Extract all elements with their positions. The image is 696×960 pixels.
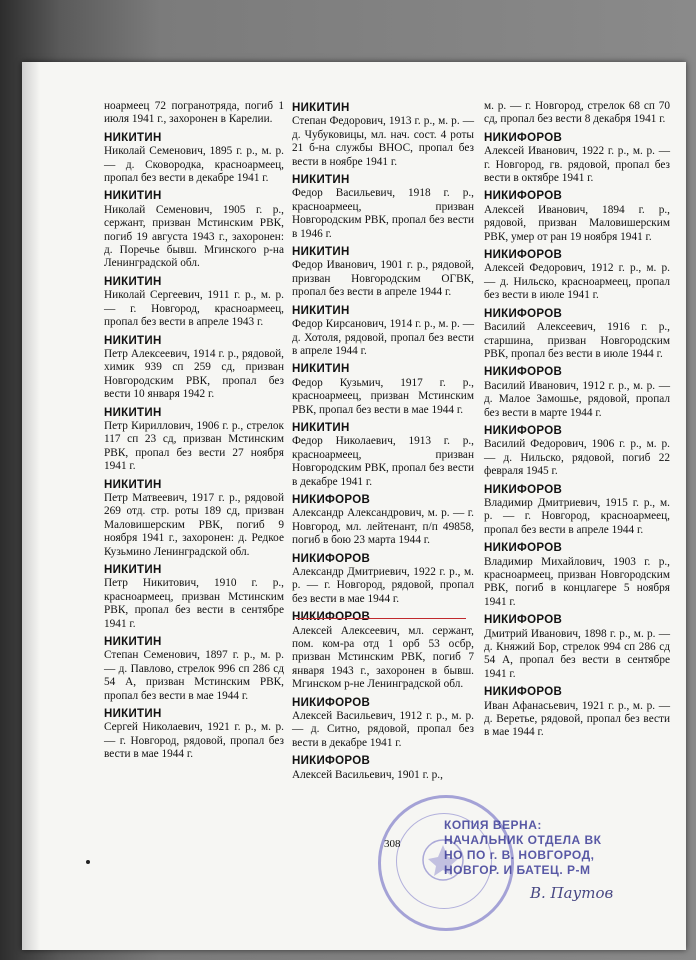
- record-text: м. р. — г. Новгород, стрелок 68 сп 70 сд, пропал без вести 8 декабря 1941 г.: [484, 100, 670, 126]
- record-text: Степан Федорович, 1913 г. р., м. р. — д. Чубуковицы, мл. нач. сост. 4 роты 21 б-на службы ВНОС, пропал без вести в ноябре 1941 г.: [292, 115, 474, 168]
- surname-heading: НИКИФОРОВ: [292, 611, 371, 624]
- surname-heading: НИКИФОРОВ: [484, 483, 563, 496]
- record-entry: [104, 335, 284, 402]
- surname-heading: НИКИТИН: [104, 334, 162, 347]
- record-entry: [104, 190, 284, 270]
- surname-heading: НИКИТИН: [292, 174, 350, 187]
- record-text: Владимир Михайлович, 1903 г. р., красноармеец, призван Новгородским РВК, погиб в концлагере 5 ноября 1941 г.: [484, 555, 670, 608]
- record-entry: [484, 484, 670, 538]
- record-entry: [484, 100, 670, 127]
- surname-heading: НИКИФОРОВ: [292, 696, 371, 709]
- surname-heading: НИКИФОРОВ: [292, 755, 371, 768]
- certification-line-2: НАЧАЛЬНИК ОТДЕЛА ВК: [444, 833, 602, 847]
- signature: В. Паутов: [530, 884, 614, 902]
- record-entry: [104, 479, 284, 559]
- surname-heading: НИКИФОРОВ: [484, 190, 563, 203]
- record-entry: [104, 564, 284, 631]
- page-number: 308: [384, 838, 401, 850]
- surname-heading: НИКИТИН: [104, 406, 162, 419]
- record-text: Алексей Васильевич, 1901 г. р.,: [292, 768, 443, 781]
- record-entry: [484, 132, 670, 186]
- record-text: Федор Кузьмич, 1917 г. р., красноармеец, призван Мстинским РВК, пропал без вести в мае 1944 г.: [292, 376, 474, 416]
- record-text: Александр Дмитриевич, 1922 г. р., м. р. — г. Новгород, рядовой, пропал без вести в мае 1944 г.: [292, 566, 474, 605]
- surname-heading: НИКИФОРОВ: [484, 307, 563, 320]
- record-text: Иван Афанасьевич, 1921 г. р., м. р. — д. Веретье, рядовой, пропал без вести в мае 1944 г.: [484, 699, 670, 739]
- surname-heading: НИКИТИН: [104, 275, 162, 288]
- page-mark: [86, 860, 90, 864]
- record-entry: [292, 755, 474, 782]
- record-text: ноармеец 72 погранотряда, погиб 1 июля 1941 г., захоронен в Карелии.: [104, 100, 284, 126]
- surname-heading: НИКИТИН: [104, 190, 162, 203]
- highlight-underline: [296, 618, 466, 619]
- record-entry: [292, 246, 474, 300]
- surname-heading: НИКИТИН: [292, 421, 350, 434]
- surname-heading: НИКИФОРОВ: [484, 366, 563, 379]
- record-text: Василий Алексеевич, 1916 г. р., старшина, призван Новгородским РВК, пропал без вести в июле 1944 г.: [484, 321, 670, 360]
- record-text: Петр Кириллович, 1906 г. р., стрелок 117 сп 23 сд, призван Мстинским РВК, пропал без вести 27 ноября 1941 г.: [104, 419, 284, 473]
- certification-line-1: КОПИЯ ВЕРНА:: [444, 818, 542, 832]
- record-text: Дмитрий Иванович, 1898 г. р., м. р. — д. Княжий Бор, стрелок 994 сп 286 сд 54 А, пропал без вести в сентябре 1941 г.: [484, 627, 670, 680]
- surname-heading: НИКИТИН: [292, 304, 350, 317]
- record-text: Владимир Дмитриевич, 1915 г. р., м. р. — г. Новгород, красноармеец, пропал без вести в апреле 1944 г.: [484, 496, 670, 536]
- certification-stamp: [444, 818, 601, 878]
- record-text: Сергей Николаевич, 1921 г. р., м. р. — г. Новгород, рядовой, пропал без вести в мае 1944 г.: [104, 721, 284, 761]
- certification-line-3: НО ПО г. В. НОВГОРОД,: [444, 848, 595, 862]
- surname-heading: НИКИФОРОВ: [484, 249, 563, 262]
- record-entry: [484, 542, 670, 609]
- record-text: Василий Иванович, 1912 г. р., м. р. — д. Малое Замошье, рядовой, пропал без вести в марте 1944 г.: [484, 379, 670, 419]
- surname-heading: НИКИТИН: [292, 246, 350, 259]
- surname-heading: НИКИФОРОВ: [484, 542, 563, 555]
- surname-heading: НИКИФОРОВ: [484, 131, 563, 144]
- record-entry: [292, 697, 474, 751]
- record-entry: [292, 305, 474, 359]
- surname-heading: НИКИФОРОВ: [484, 614, 563, 627]
- record-text: Алексей Федорович, 1912 г. р., м. р. — д. Нильско, красноармеец, пропал без вести в июле 1941 г.: [484, 262, 670, 302]
- record-entry: [484, 686, 670, 740]
- record-entry: [104, 636, 284, 703]
- record-text: Федор Николаевич, 1913 г. р., красноармеец, призван Новгородским РВК, пропал без вести в декабре 1941 г.: [292, 435, 474, 488]
- surname-heading: НИКИФОРОВ: [292, 552, 371, 565]
- record-text: Николай Сергеевич, 1911 г. р., м. р. — г. Новгород, красноармеец, пропал без вести в апреле 1943 г.: [104, 289, 284, 329]
- record-text: Петр Алексеевич, 1914 г. р., рядовой, химик 939 сп 259 сд, призван Новгородским РВК, пропал без вести 10 января 1942 г.: [104, 347, 284, 401]
- record-entry: [484, 425, 670, 479]
- surname-heading: НИКИФОРОВ: [484, 686, 563, 699]
- surname-heading: НИКИТИН: [104, 564, 162, 576]
- record-text: Алексей Иванович, 1894 г. р., рядовой, призван Маловишерским РВК, умер от ран 19 ноября 1941 г.: [484, 203, 670, 243]
- record-entry: [104, 407, 284, 474]
- record-text: Алексей Иванович, 1922 г. р., м. р. — г. Новгород, гв. рядовой, пропал без вести в октябре 1941 г.: [484, 145, 670, 185]
- record-entry: [484, 190, 670, 244]
- record-entry: [104, 276, 284, 330]
- record-entry: [292, 422, 474, 489]
- record-entry: [292, 553, 474, 607]
- surname-heading: НИКИТИН: [104, 478, 162, 491]
- surname-heading: НИКИТИН: [104, 708, 162, 721]
- record-text: Александр Александрович, м. р. — г. Новгород, мл. лейтенант, п/п 49858, погиб в бою 23 марта 1944 г.: [292, 507, 474, 547]
- record-entry: [292, 494, 474, 548]
- record-entry: [104, 132, 284, 186]
- record-text: Петр Матвеевич, 1917 г. р., рядовой 269 отд. стр. роты 189 сд, призван Маловишерским РВК, погиб 9 ноября 1941 г., захоронен: д. Редкое Кузьмино Ленинградской обл.: [104, 491, 284, 558]
- record-entry: [484, 614, 670, 681]
- record-text: Николай Семенович, 1895 г. р., м. р. — д. Сковородка, красноармеец, пропал без вести в декабре 1941 г.: [104, 145, 284, 185]
- surname-heading: НИКИФОРОВ: [292, 493, 371, 506]
- record-text: Степан Семенович, 1897 г. р., м. р. — д. Павлово, стрелок 996 сп 286 сд 54 А, призван Мстинским РВК, пропал без вести в мае 1944 г.: [104, 649, 284, 702]
- record-entry: [292, 102, 474, 169]
- record-text: Федор Иванович, 1901 г. р., рядовой, призван Новгородским ОГВК, пропал без вести в апреле 1944 г.: [292, 259, 474, 299]
- certification-line-4: НОВГОР. И БАТЕЦ. Р-М: [444, 863, 591, 877]
- surname-heading: НИКИТИН: [104, 131, 162, 144]
- record-entry: [292, 363, 474, 417]
- record-entry: [484, 249, 670, 303]
- record-entry: [292, 611, 474, 691]
- record-text: Петр Никитович, 1910 г. р., красноармеец, призван Мстинским РВК, пропал без вести в сентябре 1941 г.: [104, 577, 284, 630]
- record-text: Федор Васильевич, 1918 г. р., красноармеец, призван Новгородским РВК, пропал без вести в 1946 г.: [292, 187, 474, 240]
- column-3: [484, 100, 670, 745]
- record-entry: [104, 100, 284, 127]
- surname-heading: НИКИТИН: [104, 636, 162, 649]
- record-text: Василий Федорович, 1906 г. р., м. р. — д. Нильско, рядовой, погиб 22 февраля 1945 г.: [484, 438, 670, 478]
- record-text: Николай Семенович, 1905 г. р., сержант, призван Мстинским РВК, погиб 19 августа 1943 г., захоронен: д. Поречье бывш. Мгинского р-на Ленинградской обл.: [104, 203, 284, 270]
- record-entry: [292, 174, 474, 241]
- surname-heading: НИКИФОРОВ: [484, 424, 563, 437]
- page-binding-shadow: [22, 62, 40, 950]
- record-entry: [104, 708, 284, 762]
- record-text: Алексей Васильевич, 1912 г. р., м. р. — д. Ситно, рядовой, пропал без вести в декабре 1941 г.: [292, 710, 474, 749]
- column-2: [292, 100, 474, 787]
- surname-heading: НИКИТИН: [292, 363, 350, 376]
- surname-heading: НИКИТИН: [292, 102, 350, 114]
- column-1: [104, 100, 284, 767]
- record-entry: [484, 308, 670, 362]
- record-text: Федор Кирсанович, 1914 г. р., м. р. — д. Хотоля, рядовой, пропал без вести в апреле 1944 г.: [292, 318, 474, 357]
- record-text: Алексей Алексеевич, мл. сержант, пом. ком-ра отд 1 орб 53 осбр, призван Мстинским РВК, погиб 7 января 1943 г., захоронен в бывш. Мгинском р-не Ленинградской обл.: [292, 624, 474, 691]
- record-entry: [484, 366, 670, 420]
